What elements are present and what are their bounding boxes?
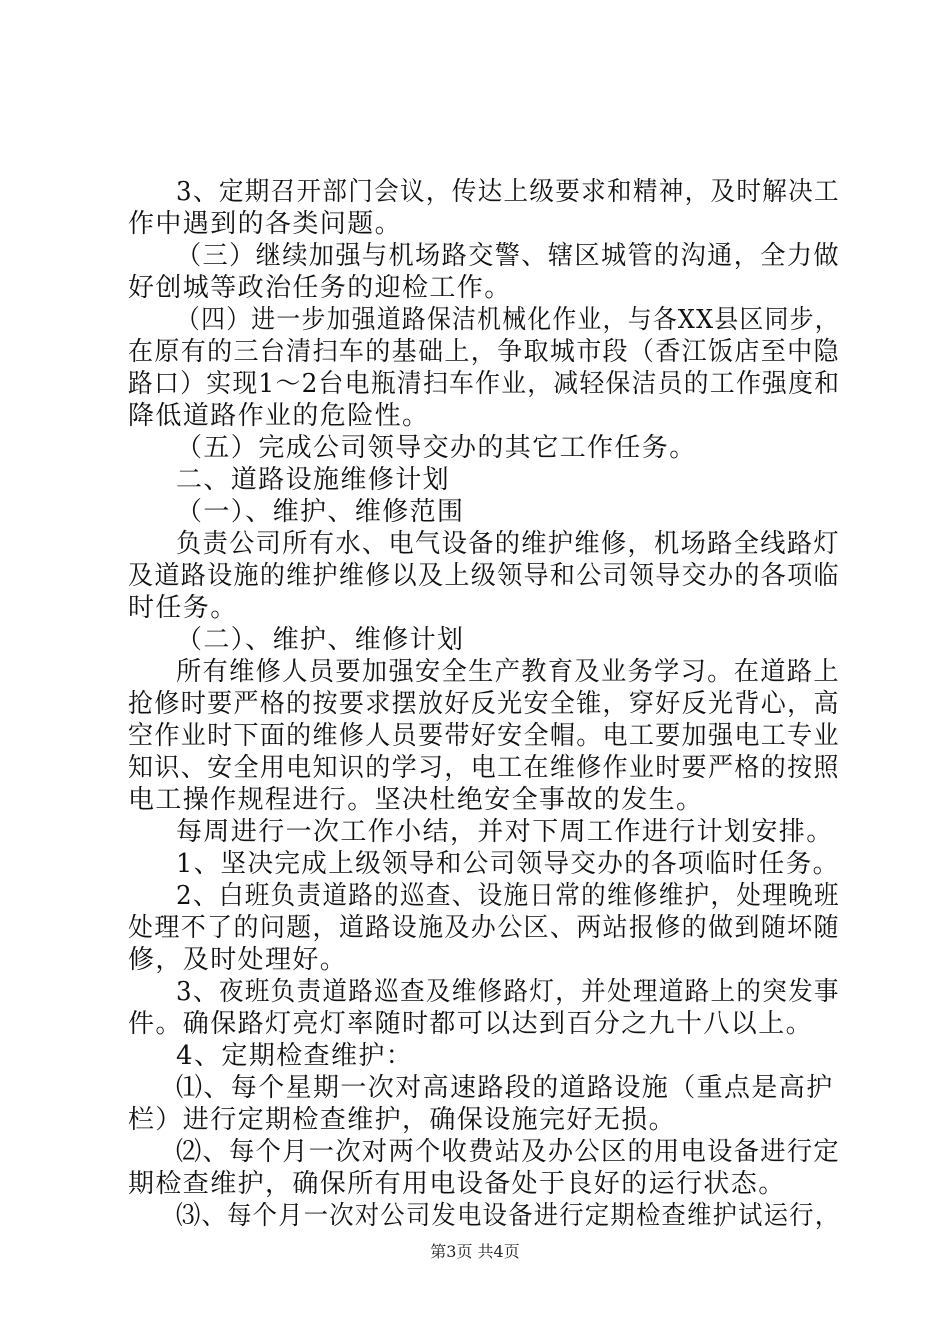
text-line: ⑶、每个月一次对公司发电设备进行定期检查维护试运行， (176, 1201, 841, 1231)
text-line: 在原有的三台清扫车的基础上，争取城市段（香江饭店至中隐 (128, 337, 840, 367)
text-line: 件。确保路灯亮灯率随时都可以达到百分之九十八以上。 (128, 1009, 814, 1039)
text-line: 作中遇到的各类问题。 (128, 209, 403, 239)
text-line: ⑴、每个星期一次对高速路段的道路设施（重点是高护 (176, 1073, 834, 1103)
text-line: 降低道路作业的危险性。 (128, 401, 430, 431)
text-line: ⑵、每个月一次对两个收费站及办公区的用电设备进行定 (176, 1137, 840, 1167)
text-line: 处理不了的问题，道路设施及办公区、两站报修的做到随坏随 (128, 913, 840, 943)
text-line: 好创城等政治任务的迎检工作。 (128, 273, 512, 303)
text-line: 栏）进行定期检查维护，确保设施完好无损。 (128, 1105, 677, 1135)
text-line: （三）继续加强与机场路交警、辖区城管的沟通，全力做 (176, 241, 840, 271)
subsection-heading: （一）、维护、维修范围 (176, 497, 465, 527)
text-line: 所有维修人员要加强安全生产教育及业务学习。在道路上 (176, 657, 840, 687)
text-line: 知识、安全用电知识的学习，电工在维修作业时要严格的按照 (128, 753, 840, 783)
text-line: 1、坚决完成上级领导和公司领导交办的各项临时任务。 (176, 849, 840, 879)
text-line: 期检查维护，确保所有用电设备处于良好的运行状态。 (128, 1169, 786, 1199)
text-line: （五）完成公司领导交办的其它工作任务。 (176, 433, 697, 463)
text-line: 3、夜班负责道路巡查及维修路灯，并处理道路上的突发事 (176, 977, 840, 1007)
page-number-footer: 第3页 共4页 (430, 1242, 520, 1261)
text-line: 每周进行一次工作小结，并对下周工作进行计划安排。 (176, 817, 834, 847)
subsection-heading: （二）、维护、维修计划 (176, 625, 465, 655)
text-line: 3、定期召开部门会议，传达上级要求和精神，及时解决工 (176, 177, 840, 207)
text-line: （四）进一步加强道路保洁机械化作业，与各XX县区同步， (176, 305, 840, 335)
text-line: 及道路设施的维护维修以及上级领导和公司领导交办的各项临 (128, 561, 840, 591)
text-line: 空作业时下面的维修人员要带好安全帽。电工要加强电工专业 (128, 721, 840, 751)
text-line: 时任务。 (128, 593, 238, 623)
text-line: 负责公司所有水、电气设备的维护维修，机场路全线路灯 (176, 529, 840, 559)
text-line: 修，及时处理好。 (128, 945, 348, 975)
text-line: 抢修时要严格的按要求摆放好反光安全锥，穿好反光背心，高 (128, 689, 840, 719)
text-line: 路口）实现1～2台电瓶清扫车作业，减轻保洁员的工作强度和 (128, 369, 841, 399)
text-line: 4、定期检查维护： (176, 1041, 414, 1071)
text-line: 电工操作规程进行。坚决杜绝安全事故的发生。 (128, 785, 704, 815)
text-line: 2、白班负责道路的巡查、设施日常的维修维护，处理晚班 (176, 881, 840, 911)
section-heading: 二、道路设施维修计划 (176, 465, 451, 495)
